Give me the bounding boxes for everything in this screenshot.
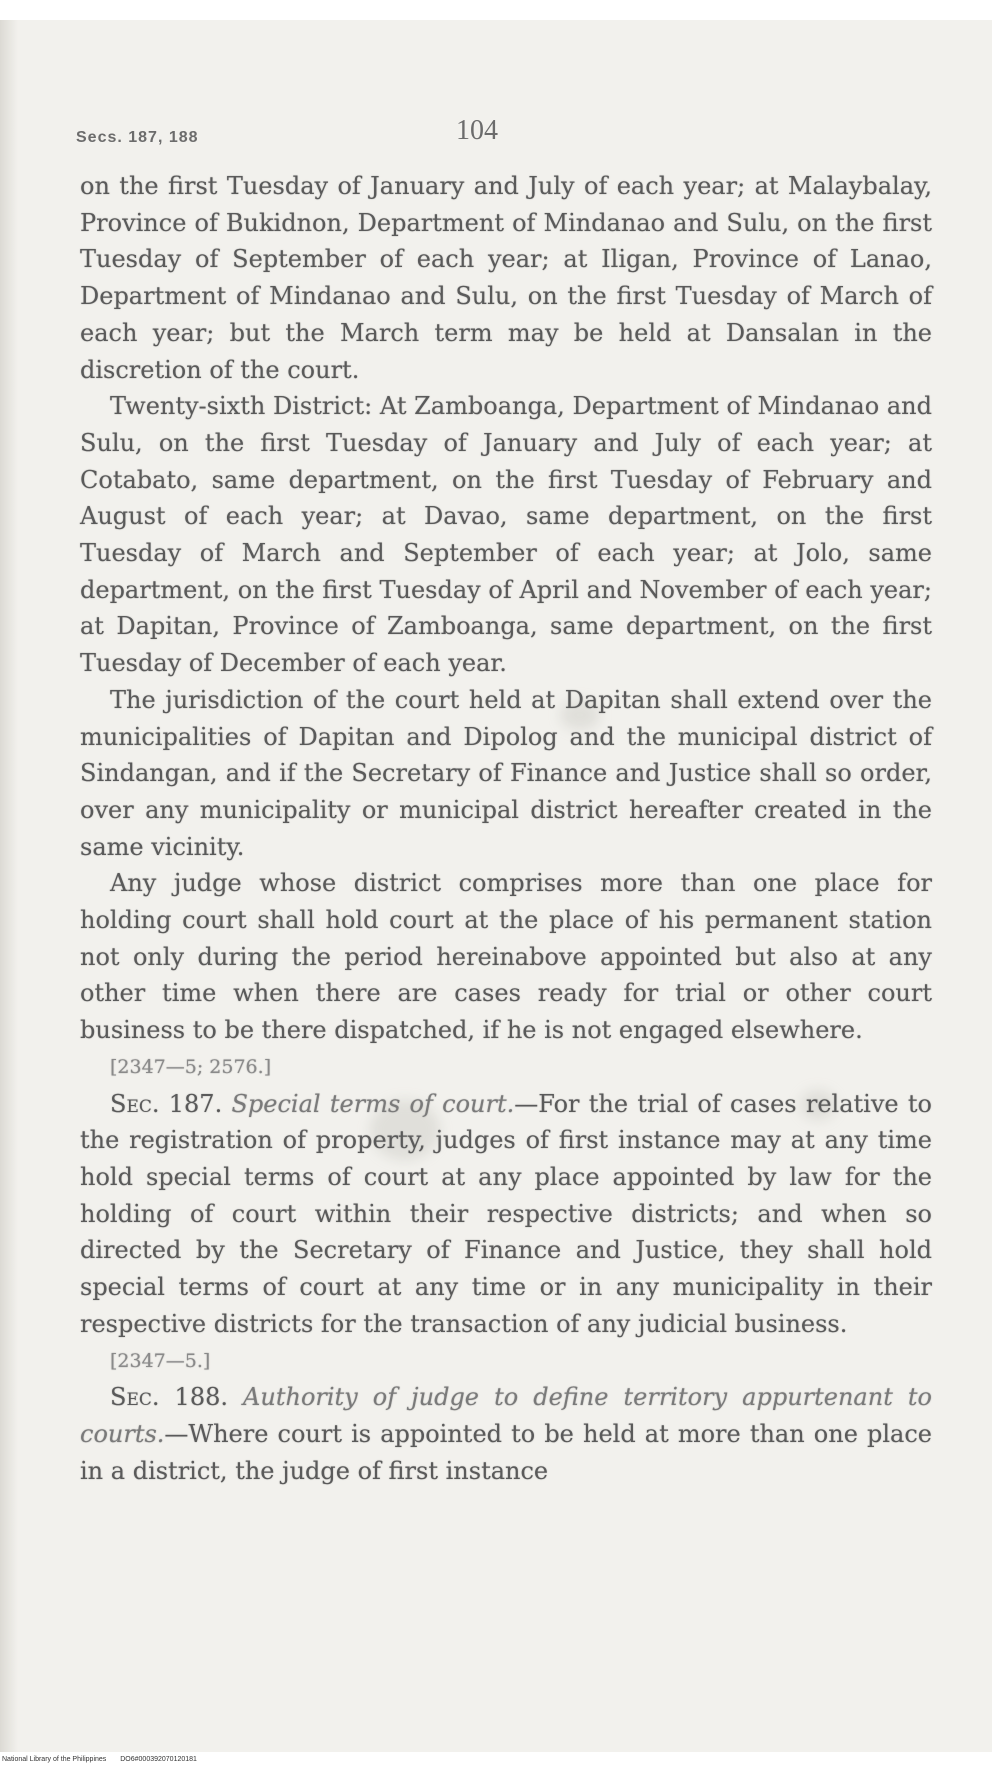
scanned-page <box>0 20 992 1752</box>
page-header <box>76 115 936 155</box>
section-188-label: Sec. 188. <box>110 1383 228 1412</box>
section-187-text: —For the trial of cases relative to the registration of property, judges of first instance may at any time hold special terms of court at any place appointed by law for the holding of court within their respective districts; and when so directed by the Secretary of Finance and Justice, they shall hold special terms of court at any time or in any municipality in their respective districts for the transaction of any judicial business. <box>80 1089 932 1338</box>
page-body <box>80 168 932 1489</box>
legal-citation: [2347—5.] <box>110 1349 211 1372</box>
page-number: 104 <box>456 115 498 146</box>
section-188-title: Authority of judge to define territory appurtenant to courts. <box>80 1383 932 1448</box>
section-reference: Secs. 187, 188 <box>76 129 199 146</box>
paragraph-twenty-sixth-district: Twenty-sixth District: At Zamboanga, Department of Mindanao and Sulu, on the first Tuesday of January and July of each year; at Cotabato, same department, on the first Tuesday of February and August of each year; at Davao, same department, on the first Tuesday of March and September of each year; at Jolo, same department, on the first Tuesday of April and November of each year; at Dapitan, Province of Zamboanga, same department, on the first Tuesday of December of each year. <box>80 392 932 678</box>
paragraph-continued: on the first Tuesday of January and July of each year; at Malaybalay, Province of Bukidnon, Department of Mindanao and Sulu, on the first Tuesday of September of each year; at Iligan, Province of Lanao, Department of Mindanao and Sulu, on the first Tuesday of March of each year; but the March term may be held at Dansalan in the discretion of the court. <box>80 172 932 384</box>
section-187 <box>80 1086 932 1343</box>
section-187-title: Special terms of court. <box>231 1089 515 1118</box>
paragraph-dapitan-jurisdiction: The jurisdiction of the court held at Dapitan shall extend over the municipalities of Dapitan and Dipolog and the municipal district of Sindangan, and if the Secretary of Finance and Justice shall so order, over any municipality or municipal district hereafter created in the same vicinity. <box>80 685 932 861</box>
library-credit: National Library of the Philippines <box>2 1756 107 1763</box>
legal-citation: [2347—5; 2576.] <box>110 1055 272 1078</box>
scan-code: DO6#000392070120181 <box>120 1756 197 1763</box>
section-187-label: Sec. 187. <box>110 1089 223 1118</box>
scan-footer <box>2 1756 209 1763</box>
paragraph-judge-station: Any judge whose district comprises more than one place for holding court shall hold court at the place of his permanent station not only during the period hereinabove appointed but also at any other time when there are cases ready for trial or other court business to be there dispatched, if he is not engaged elsewhere. <box>80 869 932 1045</box>
section-188-text: —Where court is appointed to be held at more than one place in a district, the judge of first instance <box>80 1419 932 1485</box>
section-188 <box>80 1379 932 1489</box>
